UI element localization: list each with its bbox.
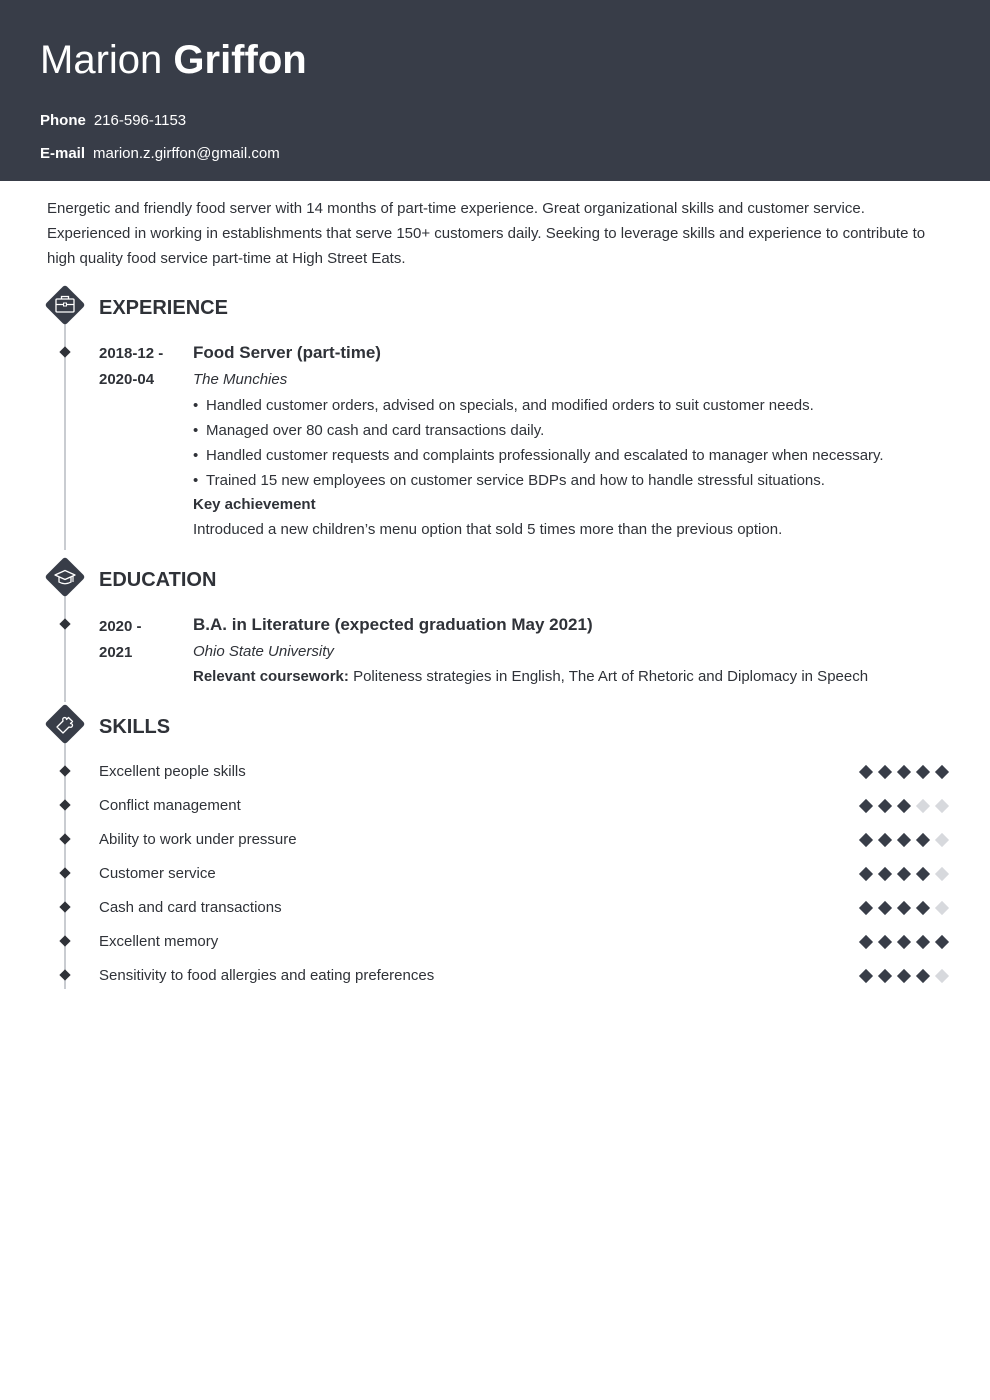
job-title: Food Server (part-time) xyxy=(193,343,381,362)
rating-diamond-filled xyxy=(897,833,911,847)
skill-rating xyxy=(858,866,952,882)
rating-diamond-filled xyxy=(878,799,892,813)
rating-diamond-filled xyxy=(878,935,892,949)
rating-diamond-filled xyxy=(897,799,911,813)
phone-value: 216-596-1153 xyxy=(93,112,187,129)
date-start: 2020 - xyxy=(99,618,142,635)
skill-name: Customer service xyxy=(99,865,216,882)
rating-diamond-filled xyxy=(878,867,892,881)
rating-diamond-empty xyxy=(935,867,949,881)
list-item: • Handled customer orders, advised on specials, and modified orders to suit customer needs. xyxy=(193,393,884,418)
puzzle-icon xyxy=(44,703,86,745)
experience-timeline xyxy=(64,306,66,550)
rating-diamond-filled xyxy=(916,765,930,779)
rating-diamond-filled xyxy=(916,935,930,949)
rating-diamond-filled xyxy=(897,935,911,949)
timeline-marker xyxy=(59,901,71,913)
rating-diamond-filled xyxy=(859,969,873,983)
rating-diamond-filled xyxy=(897,867,911,881)
skill-name: Conflict management xyxy=(99,797,241,814)
date-end: 2021 xyxy=(99,644,133,661)
email-value[interactable]: marion.z.girffon@gmail.com xyxy=(93,145,280,162)
rating-diamond-filled xyxy=(935,765,949,779)
rating-diamond-filled xyxy=(897,969,911,983)
coursework-text: Politeness strategies in English, The Art of Rhetoric and Diplomacy in Speech xyxy=(353,668,869,685)
rating-diamond-filled xyxy=(916,969,930,983)
rating-diamond-filled xyxy=(916,833,930,847)
rating-diamond-empty xyxy=(935,901,949,915)
timeline-marker xyxy=(59,799,71,811)
rating-diamond-filled xyxy=(916,901,930,915)
skill-rating xyxy=(858,968,952,984)
timeline-marker xyxy=(59,935,71,947)
education-heading: EDUCATION xyxy=(99,569,217,591)
education-date xyxy=(99,614,189,666)
skill-name: Excellent memory xyxy=(99,933,219,950)
rating-diamond-filled xyxy=(897,901,911,915)
timeline-marker xyxy=(59,833,71,845)
rating-diamond-filled xyxy=(859,901,873,915)
rating-diamond-filled xyxy=(859,833,873,847)
experience-date xyxy=(99,341,189,393)
list-item: • Handled customer requests and complaints professionally and escalated to manager when necessary. xyxy=(193,443,884,468)
email-row xyxy=(40,144,280,164)
skill-name: Sensitivity to food allergies and eating preferences xyxy=(99,967,435,984)
rating-diamond-empty xyxy=(935,969,949,983)
experience-bullets xyxy=(193,393,884,493)
candidate-name xyxy=(40,36,307,84)
date-end: 2020-04 xyxy=(99,371,155,388)
rating-diamond-filled xyxy=(916,867,930,881)
timeline-marker xyxy=(59,969,71,981)
coursework-row xyxy=(193,667,868,687)
skill-rating xyxy=(858,764,952,780)
first-name: Marion xyxy=(40,38,163,82)
rating-diamond-filled xyxy=(935,935,949,949)
rating-diamond-empty xyxy=(935,833,949,847)
achievement-label: Key achievement xyxy=(193,496,316,513)
briefcase-icon xyxy=(44,284,86,326)
rating-diamond-filled xyxy=(859,799,873,813)
achievement-text: Introduced a new children’s menu option that sold 5 times more than the previous option. xyxy=(193,521,783,538)
summary-text: Energetic and friendly food server with 14 months of part-time experience. Great organizational skills and customer service. Experienced in working in establishments that serve 150+ customers daily. Seeking to leverage skills and experience to contribute to high quality food service part-time at High Street Eats. xyxy=(47,200,926,267)
rating-diamond-filled xyxy=(859,935,873,949)
timeline-marker xyxy=(59,765,71,777)
skills-heading: SKILLS xyxy=(99,716,171,738)
skill-rating xyxy=(858,900,952,916)
skill-rating xyxy=(858,798,952,814)
skill-rating xyxy=(858,934,952,950)
experience-heading: EXPERIENCE xyxy=(99,297,228,319)
timeline-marker xyxy=(59,867,71,879)
skill-rating xyxy=(858,832,952,848)
rating-diamond-filled xyxy=(897,765,911,779)
rating-diamond-empty xyxy=(935,799,949,813)
rating-diamond-filled xyxy=(878,969,892,983)
phone-row xyxy=(40,111,186,131)
rating-diamond-filled xyxy=(878,765,892,779)
timeline-marker xyxy=(59,346,71,358)
skill-name: Ability to work under pressure xyxy=(99,831,297,848)
degree-title: B.A. in Literature (expected graduation May 2021) xyxy=(193,615,593,634)
list-item: • Managed over 80 cash and card transactions daily. xyxy=(193,418,884,443)
last-name: Griffon xyxy=(173,38,307,82)
rating-diamond-filled xyxy=(878,901,892,915)
timeline-marker xyxy=(59,618,71,630)
skill-name: Cash and card transactions xyxy=(99,899,282,916)
rating-diamond-empty xyxy=(916,799,930,813)
coursework-label: Relevant coursework: xyxy=(193,668,349,685)
email-label: E-mail xyxy=(40,145,86,162)
graduation-cap-icon xyxy=(44,556,86,598)
rating-diamond-filled xyxy=(859,765,873,779)
date-start: 2018-12 - xyxy=(99,345,164,362)
school-name: Ohio State University xyxy=(193,643,334,660)
rating-diamond-filled xyxy=(859,867,873,881)
list-item: • Trained 15 new employees on customer service BDPs and how to handle stressful situations. xyxy=(193,468,884,493)
resume-header xyxy=(0,0,990,181)
skill-name: Excellent people skills xyxy=(99,763,246,780)
rating-diamond-filled xyxy=(878,833,892,847)
phone-label: Phone xyxy=(40,112,86,129)
employer-name: The Munchies xyxy=(193,371,288,388)
